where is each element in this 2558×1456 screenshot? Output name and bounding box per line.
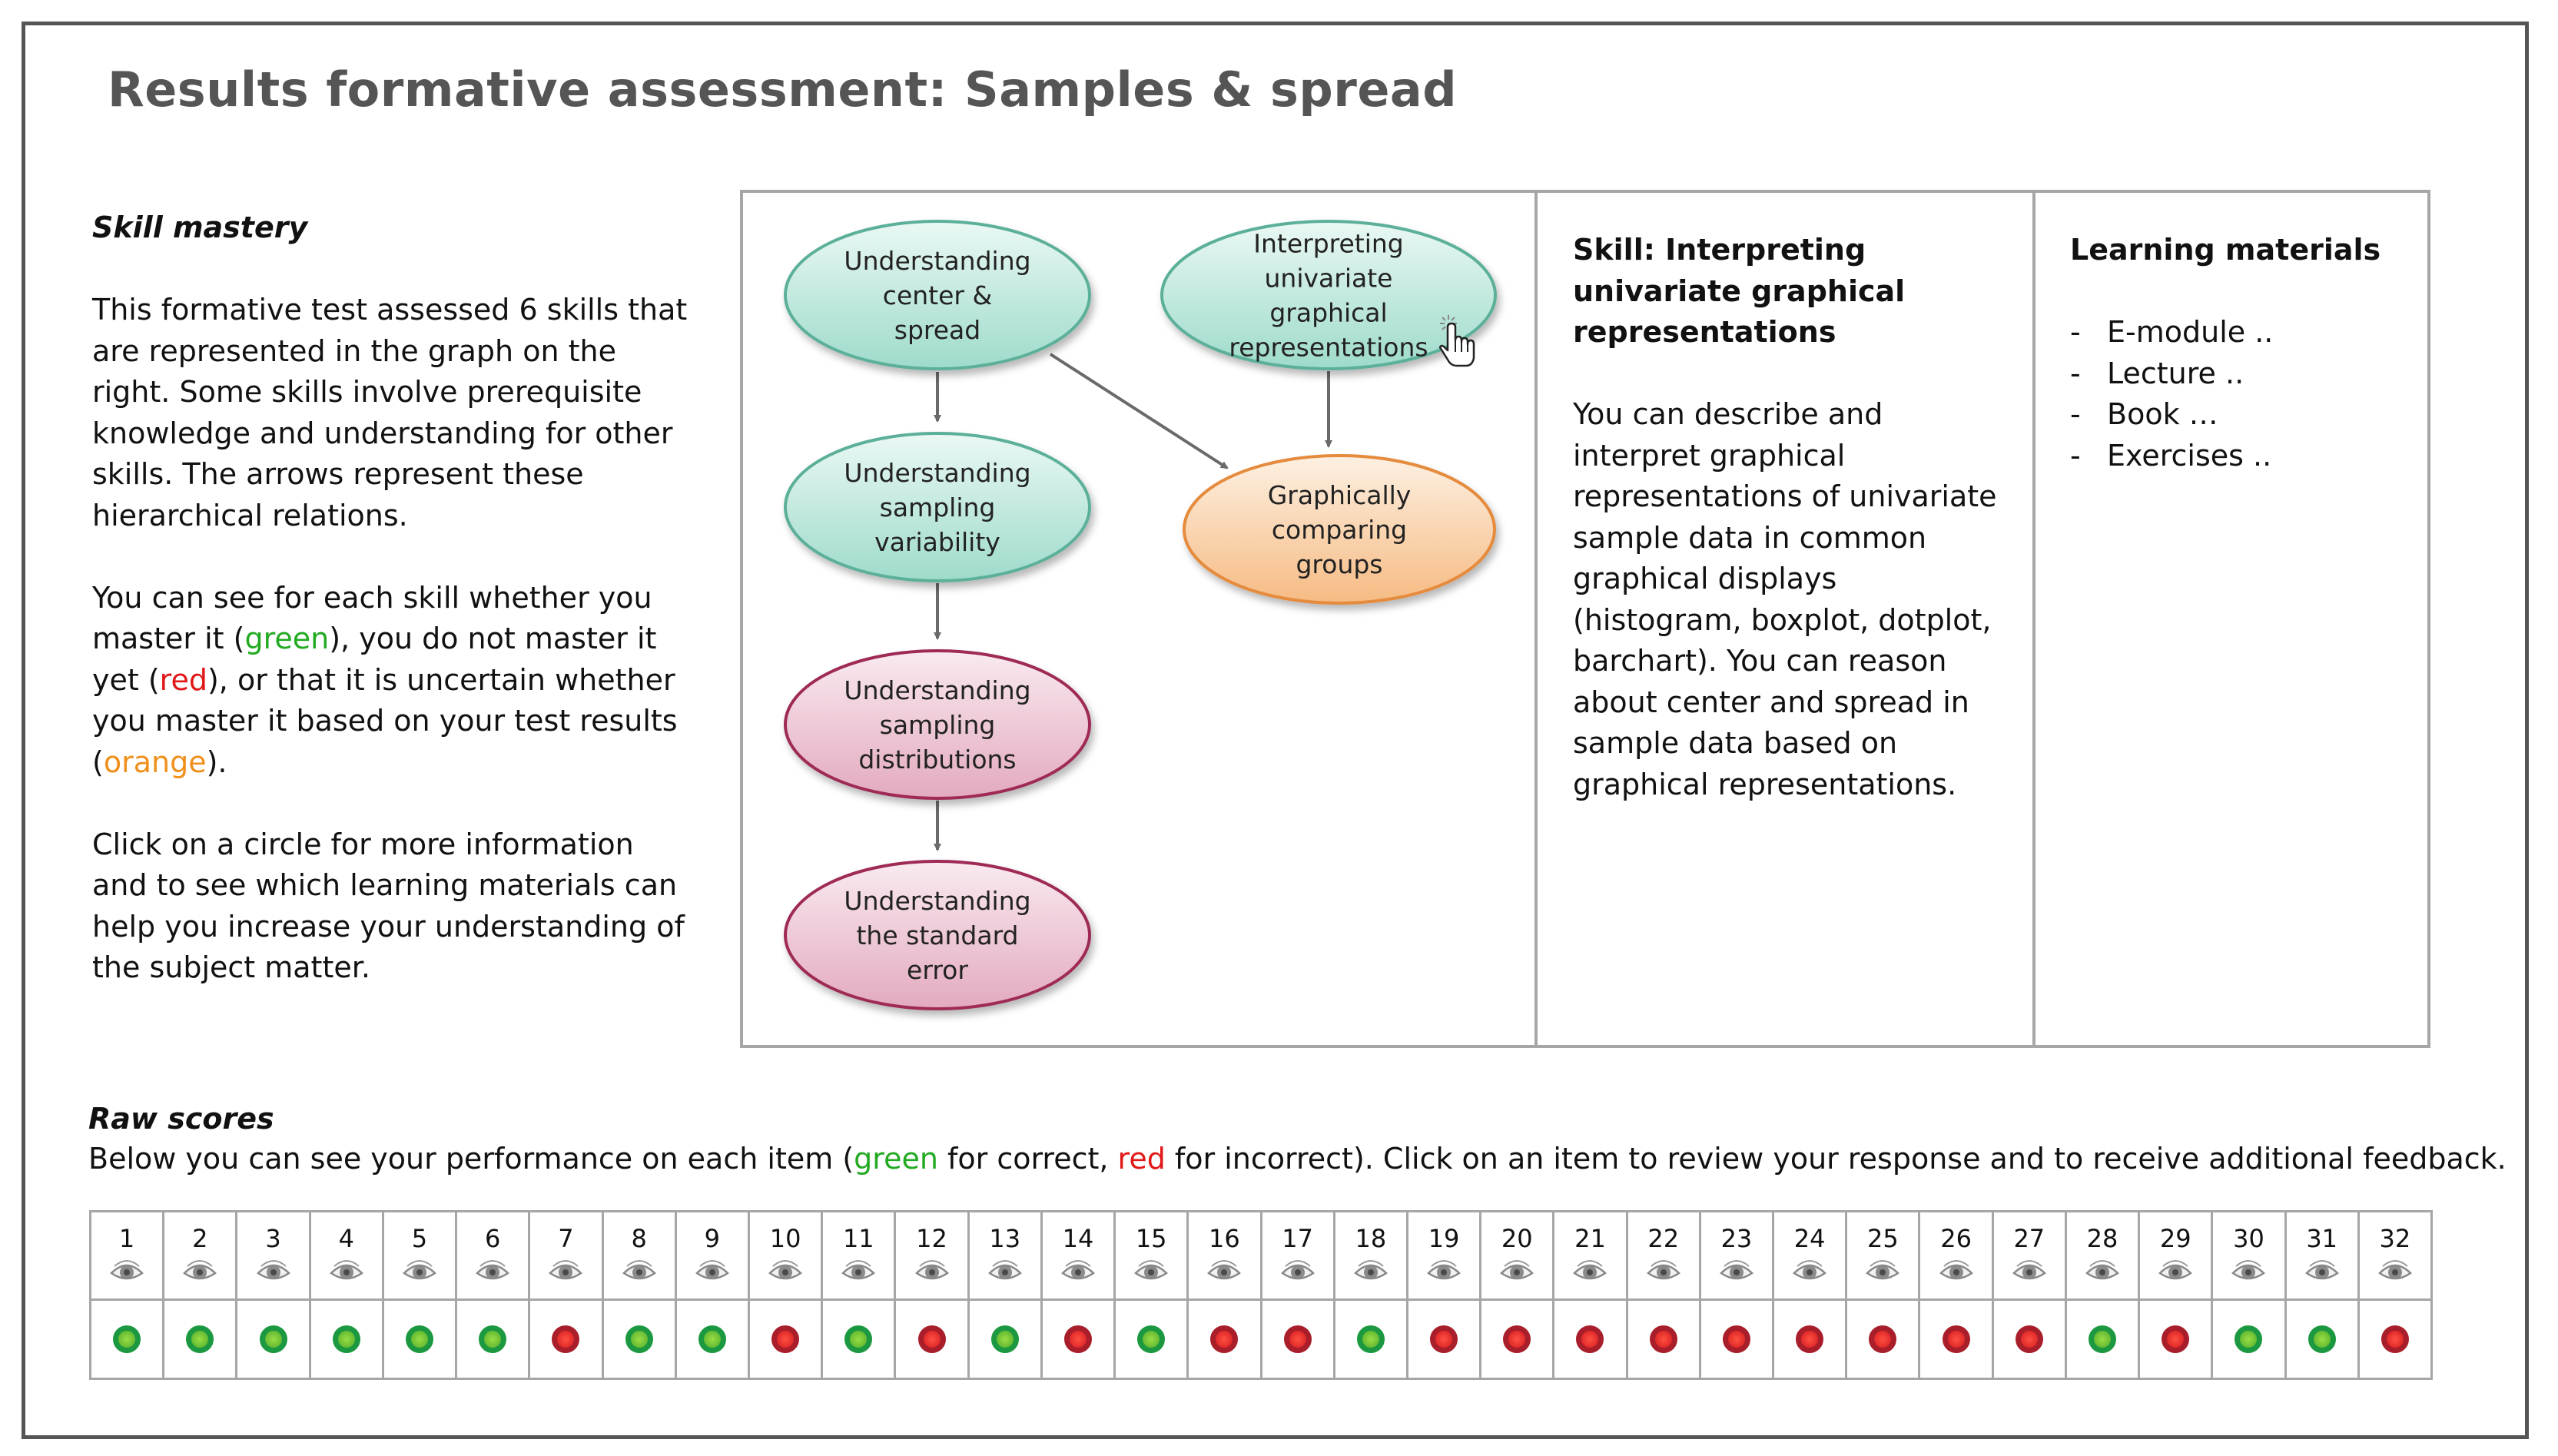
skill-node-center-spread[interactable] <box>785 221 1090 369</box>
item-result-cell[interactable] <box>310 1300 383 1379</box>
item-cell[interactable] <box>1188 1212 1261 1300</box>
legend-green: green <box>244 622 330 655</box>
correct-indicator[interactable] <box>113 1325 141 1353</box>
item-number: 32 <box>2379 1224 2411 1253</box>
eye-icon[interactable] <box>476 1257 509 1283</box>
eye-icon[interactable] <box>1647 1257 1680 1283</box>
item-number: 2 <box>192 1224 208 1253</box>
intro-paragraph-3: Click on a circle for more information and to see which learning materials can help you increase your understanding of the subject matter. <box>92 827 685 984</box>
item-result-cell[interactable] <box>602 1300 675 1379</box>
correct-indicator[interactable] <box>1137 1325 1165 1353</box>
eye-icon[interactable] <box>2158 1257 2192 1283</box>
correct-indicator[interactable] <box>186 1325 214 1353</box>
eye-icon[interactable] <box>1939 1257 1973 1283</box>
eye-icon[interactable] <box>1207 1257 1241 1283</box>
incorrect-indicator[interactable] <box>1869 1325 1896 1353</box>
hand-cursor-icon <box>1438 313 1485 375</box>
eye-icon[interactable] <box>915 1257 949 1283</box>
item-cell[interactable] <box>1115 1212 1188 1300</box>
item-number: 15 <box>1135 1224 1167 1253</box>
skill-details <box>1573 230 2003 805</box>
eye-icon[interactable] <box>403 1257 436 1283</box>
item-cell[interactable] <box>602 1212 675 1300</box>
eye-icon[interactable] <box>1427 1257 1461 1283</box>
item-number: 16 <box>1209 1224 1240 1253</box>
eye-icon[interactable] <box>1573 1257 1607 1283</box>
incorrect-indicator[interactable] <box>918 1325 946 1353</box>
item-number: 31 <box>2306 1224 2338 1253</box>
item-result-cell[interactable] <box>2139 1300 2212 1379</box>
eye-icon[interactable] <box>183 1257 217 1283</box>
skill-node-label: Understanding <box>844 458 1031 488</box>
eye-icon[interactable] <box>1134 1257 1168 1283</box>
item-cell[interactable] <box>2065 1212 2138 1300</box>
item-cell[interactable] <box>2358 1212 2431 1300</box>
item-cell[interactable] <box>1261 1212 1334 1300</box>
eye-icon[interactable] <box>2378 1257 2412 1283</box>
item-result-cell[interactable] <box>895 1300 968 1379</box>
item-number: 13 <box>989 1224 1021 1253</box>
skill-node-label: Interpreting <box>1253 228 1404 259</box>
item-cell[interactable] <box>1407 1212 1480 1300</box>
incorrect-indicator[interactable] <box>1503 1325 1531 1353</box>
skill-node-label: center & <box>882 280 993 310</box>
item-cell[interactable] <box>164 1212 237 1300</box>
correct-indicator[interactable] <box>2089 1325 2116 1353</box>
skill-node-sampling-variability[interactable] <box>785 433 1090 581</box>
skill-panel <box>740 190 2430 1048</box>
incorrect-indicator[interactable] <box>1650 1325 1677 1353</box>
legend-correct: green <box>854 1142 938 1176</box>
eye-icon[interactable] <box>988 1257 1022 1283</box>
eye-icon[interactable] <box>622 1257 656 1283</box>
eye-icon[interactable] <box>2305 1257 2339 1283</box>
item-result-cell[interactable] <box>2065 1300 2138 1379</box>
correct-indicator[interactable] <box>333 1325 360 1353</box>
item-number-row <box>91 1212 2432 1300</box>
item-result-cell[interactable] <box>456 1300 529 1379</box>
item-number: 4 <box>338 1224 354 1253</box>
item-cell[interactable] <box>1992 1212 2065 1300</box>
item-cell[interactable] <box>895 1212 968 1300</box>
incorrect-indicator[interactable] <box>1284 1325 1312 1353</box>
eye-icon[interactable] <box>1354 1257 1388 1283</box>
item-cell[interactable] <box>1700 1212 1773 1300</box>
eye-icon[interactable] <box>1500 1257 1534 1283</box>
incorrect-indicator[interactable] <box>1210 1325 1238 1353</box>
incorrect-indicator[interactable] <box>1796 1325 1823 1353</box>
material-item[interactable]: - Lecture .. <box>2070 356 2244 390</box>
eye-icon[interactable] <box>110 1257 144 1283</box>
skill-node-label: representations <box>1229 332 1428 363</box>
item-number: 22 <box>1647 1224 1680 1253</box>
item-number: 30 <box>2233 1224 2264 1253</box>
item-cell[interactable] <box>1627 1212 1700 1300</box>
skill-node-label: sampling <box>879 710 996 740</box>
incorrect-indicator[interactable] <box>1576 1325 1604 1353</box>
skill-node-label: the standard <box>856 920 1019 950</box>
learning-materials-list <box>2070 312 2408 476</box>
learning-materials-title: Learning materials <box>2070 233 2381 267</box>
prerequisite-arrow <box>1050 354 1227 468</box>
item-cell[interactable] <box>456 1212 529 1300</box>
item-result-cell[interactable] <box>1188 1300 1261 1379</box>
item-cell[interactable] <box>1846 1212 1919 1300</box>
skill-node-sampling-distributions[interactable] <box>785 651 1090 798</box>
item-number: 23 <box>1720 1224 1753 1253</box>
skill-graph <box>743 193 1534 1046</box>
item-result-cell[interactable] <box>1407 1300 1480 1379</box>
item-cell[interactable] <box>529 1212 602 1300</box>
eye-icon[interactable] <box>1281 1257 1315 1283</box>
item-number: 6 <box>485 1224 501 1253</box>
item-number: 12 <box>916 1224 947 1253</box>
eye-icon[interactable] <box>549 1257 582 1283</box>
item-cell[interactable] <box>2139 1212 2212 1300</box>
item-number: 18 <box>1355 1224 1387 1253</box>
item-number: 10 <box>769 1224 801 1253</box>
skill-node-label: groups <box>1296 549 1383 579</box>
item-number: 5 <box>411 1224 428 1253</box>
eye-icon[interactable] <box>2012 1257 2046 1283</box>
item-result-cell[interactable] <box>383 1300 456 1379</box>
item-number: 11 <box>842 1224 874 1253</box>
item-number: 25 <box>1867 1224 1899 1253</box>
item-result-cell[interactable] <box>1041 1300 1114 1379</box>
raw-scores-table <box>89 1210 2433 1380</box>
skill-node-label: sampling <box>879 493 996 522</box>
item-result-cell[interactable] <box>1554 1300 1627 1379</box>
item-result-cell[interactable] <box>675 1300 748 1379</box>
item-cell[interactable] <box>237 1212 310 1300</box>
item-result-cell[interactable] <box>1481 1300 1554 1379</box>
material-item[interactable]: - Exercises .. <box>2070 438 2272 473</box>
skill-node-label: variability <box>874 527 1000 557</box>
correct-indicator[interactable] <box>2308 1325 2336 1353</box>
skill-node-label: comparing <box>1271 515 1408 545</box>
legend-red: red <box>159 662 207 697</box>
item-result-cell[interactable] <box>237 1300 310 1379</box>
item-number: 8 <box>631 1224 647 1253</box>
item-cell[interactable] <box>2285 1212 2358 1300</box>
skill-node-label: univariate <box>1264 263 1393 294</box>
item-number: 19 <box>1428 1224 1460 1253</box>
correct-indicator[interactable] <box>479 1325 506 1353</box>
item-result-cell[interactable] <box>2358 1300 2431 1379</box>
eye-icon[interactable] <box>330 1257 363 1283</box>
item-result-cell[interactable] <box>1773 1300 1846 1379</box>
item-cell[interactable] <box>1334 1212 1407 1300</box>
skill-node-label: distributions <box>858 745 1017 774</box>
item-result-cell[interactable] <box>1627 1300 1700 1379</box>
incorrect-indicator[interactable] <box>1430 1325 1458 1353</box>
incorrect-indicator[interactable] <box>2016 1325 2043 1353</box>
item-result-cell[interactable] <box>91 1300 164 1379</box>
incorrect-indicator[interactable] <box>2162 1325 2189 1353</box>
correct-indicator[interactable] <box>1357 1325 1385 1353</box>
raw-scores-heading: Raw scores <box>88 1102 274 1136</box>
skill-node-label: spread <box>894 315 981 345</box>
skill-node-label: Graphically <box>1267 480 1412 510</box>
skill-node-comparing-groups[interactable] <box>1184 456 1495 603</box>
eye-icon[interactable] <box>841 1257 875 1283</box>
item-cell[interactable] <box>675 1212 748 1300</box>
correct-indicator[interactable] <box>991 1325 1019 1353</box>
item-number: 27 <box>2013 1224 2045 1253</box>
skill-node-label: Understanding <box>844 675 1031 705</box>
skill-node-label: graphical <box>1269 297 1388 328</box>
eye-icon[interactable] <box>695 1257 729 1283</box>
item-result-cell[interactable] <box>1115 1300 1188 1379</box>
item-number: 29 <box>2159 1224 2191 1253</box>
skill-mastery-heading: Skill mastery <box>92 211 308 244</box>
incorrect-indicator[interactable] <box>2381 1325 2409 1353</box>
material-item[interactable]: - Book … <box>2070 397 2218 431</box>
item-cell[interactable] <box>310 1212 383 1300</box>
item-result-cell[interactable] <box>2285 1300 2358 1379</box>
item-result-cell[interactable] <box>529 1300 602 1379</box>
item-cell[interactable] <box>1773 1212 1846 1300</box>
eye-icon[interactable] <box>1866 1257 1899 1283</box>
legend-orange: orange <box>103 745 207 779</box>
skill-nodes <box>785 221 1495 1009</box>
skill-node-label: error <box>907 955 968 985</box>
item-result-cell[interactable] <box>1846 1300 1919 1379</box>
item-cell[interactable] <box>1041 1212 1114 1300</box>
item-number: 17 <box>1282 1224 1313 1253</box>
correct-indicator[interactable] <box>844 1325 872 1353</box>
item-result-cell[interactable] <box>1919 1300 1992 1379</box>
item-cell[interactable] <box>1481 1212 1554 1300</box>
item-number: 9 <box>704 1224 721 1253</box>
eye-icon[interactable] <box>257 1257 290 1283</box>
item-number: 26 <box>1940 1224 1972 1253</box>
skill-details-description: You can describe and interpret graphical representations of univariate sample data in common graphical displays (histogram, boxplot, dotplot, barchart). You can reason about center and spread in sample data based on graphical representations. <box>1573 397 1997 801</box>
correct-indicator[interactable] <box>260 1325 287 1353</box>
eye-icon[interactable] <box>2231 1257 2265 1283</box>
material-item[interactable]: - E-module .. <box>2070 315 2274 349</box>
item-result-row <box>91 1300 2432 1379</box>
item-result-cell[interactable] <box>1261 1300 1334 1379</box>
correct-indicator[interactable] <box>625 1325 653 1353</box>
item-result-cell[interactable] <box>748 1300 821 1379</box>
correct-indicator[interactable] <box>698 1325 726 1353</box>
item-result-cell[interactable] <box>968 1300 1041 1379</box>
item-cell[interactable] <box>2212 1212 2285 1300</box>
intro-paragraph-1: This formative test assessed 6 skills that are represented in the graph on the right. Some skills involve prerequisite knowledge and understanding for other skills. The arrows represent these hierarchical relations. <box>92 293 688 532</box>
item-cell[interactable] <box>91 1212 164 1300</box>
item-number: 1 <box>118 1224 135 1253</box>
item-number: 24 <box>1793 1224 1826 1253</box>
skill-details-title: Skill: Interpreting univariate graphical representations <box>1573 233 1906 349</box>
eye-icon[interactable] <box>1720 1257 1753 1283</box>
incorrect-indicator[interactable] <box>552 1325 579 1353</box>
page-title: Results formative assessment: Samples & spread <box>108 61 1458 118</box>
correct-indicator[interactable] <box>406 1325 433 1353</box>
item-cell[interactable] <box>1919 1212 1992 1300</box>
item-number: 28 <box>2086 1224 2118 1253</box>
legend-incorrect: red <box>1117 1142 1166 1176</box>
incorrect-indicator[interactable] <box>1064 1325 1092 1353</box>
incorrect-indicator[interactable] <box>1943 1325 1970 1353</box>
item-cell[interactable] <box>822 1212 895 1300</box>
item-number: 20 <box>1501 1224 1533 1253</box>
item-number: 3 <box>265 1224 281 1253</box>
item-result-cell[interactable] <box>1992 1300 2065 1379</box>
incorrect-indicator[interactable] <box>771 1325 799 1353</box>
item-result-cell[interactable] <box>1700 1300 1773 1379</box>
item-cell[interactable] <box>968 1212 1041 1300</box>
item-cell[interactable] <box>748 1212 821 1300</box>
skill-node-label: Understanding <box>844 246 1031 276</box>
raw-scores-description: Below you can see your performance on each item (green for correct, red for incorrect). Click on an item to review your response and to receive additional feedback. <box>88 1142 2507 1176</box>
item-number: 21 <box>1574 1224 1606 1253</box>
panel-divider-2 <box>2032 193 2035 1045</box>
item-result-cell[interactable] <box>822 1300 895 1379</box>
eye-icon[interactable] <box>1793 1257 1826 1283</box>
intro-paragraph-2: You can see for each skill whether you master it (green), you do not master it yet (red), or that it is uncertain whether you master it based on your test results (orange). <box>92 580 678 779</box>
eye-icon[interactable] <box>1061 1257 1095 1283</box>
eye-icon[interactable] <box>2085 1257 2119 1283</box>
item-result-cell[interactable] <box>2212 1300 2285 1379</box>
item-number: 14 <box>1062 1224 1094 1253</box>
incorrect-indicator[interactable] <box>1723 1325 1750 1353</box>
skill-node-standard-error[interactable] <box>785 861 1090 1009</box>
panel-divider-1 <box>1534 193 1538 1045</box>
item-result-cell[interactable] <box>1334 1300 1407 1379</box>
learning-materials <box>2070 230 2408 476</box>
item-cell[interactable] <box>383 1212 456 1300</box>
item-result-cell[interactable] <box>164 1300 237 1379</box>
skill-mastery-intro <box>92 207 692 1030</box>
skill-node-label: Understanding <box>844 886 1031 916</box>
correct-indicator[interactable] <box>2235 1325 2262 1353</box>
item-cell[interactable] <box>1554 1212 1627 1300</box>
item-number: 7 <box>558 1224 574 1253</box>
eye-icon[interactable] <box>768 1257 802 1283</box>
